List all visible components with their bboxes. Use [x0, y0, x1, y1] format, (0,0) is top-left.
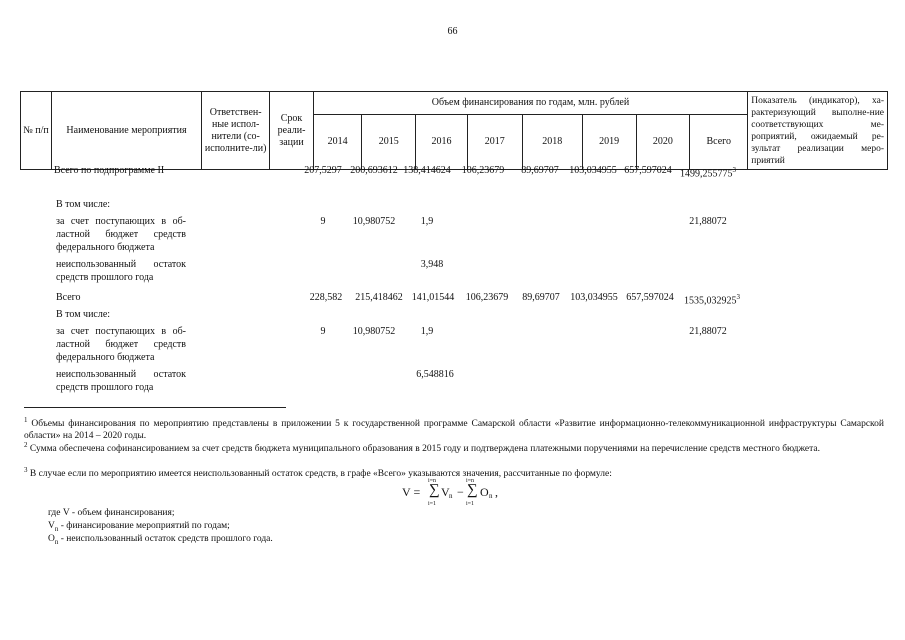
formula-sub: n — [449, 492, 453, 500]
col-term-header: Срок реали-зации — [270, 92, 313, 170]
formula-lhs: V = — [402, 485, 421, 499]
year-header: 2020 — [636, 115, 690, 170]
row-including-label: В том числе: — [56, 309, 111, 320]
total-cell: 21,88072 — [689, 326, 727, 337]
footnote-separator — [24, 407, 286, 408]
col-funding-header: Объем финансирования по годам, млн. рублей — [313, 92, 748, 115]
formula-term-v: V — [441, 485, 450, 499]
row-federal-label: за счет поступающих в об-ластной бюджет средств федерального бюджета — [56, 326, 186, 363]
formula — [402, 478, 512, 508]
value-cell: 228,582 — [309, 292, 343, 303]
value-cell: 9 — [320, 216, 326, 227]
value-cell: 138,414624 — [403, 165, 451, 176]
value-cell: 657,597024 — [626, 292, 674, 303]
row-total-label: Всего — [56, 292, 81, 303]
row-including-label: В том числе: — [56, 199, 111, 210]
col-number-header: № п/п — [21, 92, 52, 170]
where-line-1 — [48, 507, 548, 519]
footnote-2 — [24, 439, 884, 455]
value-cell: 10,980752 — [352, 326, 396, 337]
value-cell: 89,69707 — [521, 165, 559, 176]
symbol: O — [48, 534, 55, 544]
definition: - финансирование мероприятий по годам; — [58, 521, 230, 531]
value-cell: 1,9 — [420, 326, 434, 337]
col-responsible-header: Ответствен-ные испол-нители (со-исполните-ли) — [202, 92, 270, 170]
value-cell: 207,5297 — [304, 165, 342, 176]
where-line-3 — [48, 533, 548, 548]
year-header: 2018 — [522, 115, 582, 170]
formula-term-o: O — [480, 485, 489, 499]
value-cell: 9 — [320, 326, 326, 337]
formula-sub: n — [489, 492, 493, 500]
col-indicator-header: Показатель (индикатор), ха-рактеризующий выполне-ние соответствующих ме-роприятий, ожидаемый ре-зультат реализации меро-приятий — [748, 92, 888, 170]
value-cell: 141,01544 — [411, 292, 455, 303]
total-cell — [680, 291, 744, 307]
value-cell: 106,23679 — [461, 165, 505, 176]
definition: - объем финансирования; — [69, 508, 175, 518]
sum-upper-limit: i=n — [466, 478, 475, 484]
sum-lower-limit: i=1 — [466, 501, 475, 507]
page-number: 66 — [447, 26, 458, 37]
value-cell: 215,418462 — [355, 292, 403, 303]
value-cell: 106,23679 — [465, 292, 509, 303]
formula-tail: , — [495, 485, 498, 499]
footnote-ref: 3 — [732, 166, 736, 174]
total-cell: 21,88072 — [689, 216, 727, 227]
year-header: 2016 — [416, 115, 468, 170]
value-cell: 89,69707 — [522, 292, 560, 303]
formula-minus: − — [457, 485, 464, 499]
footnote-text: Объемы финансирования по мероприятию представлены в приложении 5 к государственной программе Самарской области «Развитие информационно-телекоммуникационной инфраструктуры Самарской области» на 2014 – 2020 годы. — [24, 419, 885, 442]
footnote-text: В случае если по мероприятию имеется неиспользованный остаток средств, в графе «Всего» указываются значения, рассчитанные по формуле: — [29, 469, 612, 480]
total-header: Всего — [690, 115, 748, 170]
definition: - неиспользованный остаток средств прошлого года. — [58, 534, 273, 544]
footnote-mark: 2 — [24, 441, 28, 449]
year-header: 2017 — [467, 115, 522, 170]
total-value: 1535,032925 — [684, 295, 737, 307]
symbol-sub: n — [54, 537, 59, 546]
sum-symbol: ∑ — [429, 482, 440, 498]
year-header: 2015 — [362, 115, 416, 170]
value-cell: 3,948 — [420, 259, 444, 270]
row-unused-balance-label: неиспользованный остаток средств прошлого года — [56, 369, 186, 393]
footnote-text: Сумма обеспечена софинансированием за счет средств бюджета муниципального образования в 2015 году и подтверждена платежными поручениями на перечисление средств местного бюджета. — [29, 444, 820, 455]
year-header: 2014 — [313, 115, 362, 170]
symbol: где V — [48, 508, 70, 518]
col-name-header: Наименование мероприятия — [52, 92, 202, 170]
row-unused-balance-label: неиспользованный остаток средств прошлого года — [56, 259, 186, 283]
footnote-1 — [24, 414, 884, 442]
value-cell: 1,9 — [420, 216, 434, 227]
value-cell: 200,693612 — [350, 165, 398, 176]
symbol-sub: n — [54, 524, 59, 533]
value-cell: 657,597024 — [624, 165, 672, 176]
row-federal-label: за счет поступающих в об-ластной бюджет средств федерального бюджета — [56, 216, 186, 253]
value-cell: 103,034955 — [570, 292, 618, 303]
symbol: V — [48, 521, 55, 531]
footnote-mark: 3 — [24, 466, 28, 474]
sum-lower-limit: i=1 — [428, 501, 437, 507]
total-value: 1499,255775 — [680, 168, 733, 180]
year-header: 2019 — [582, 115, 636, 170]
value-cell: 10,980752 — [352, 216, 396, 227]
sum-upper-limit: i=n — [428, 478, 437, 484]
value-cell: 103,034955 — [569, 165, 617, 176]
footnote-ref: 3 — [736, 293, 740, 301]
row-subprogram-total-label: Всего по подпрограмме II — [54, 165, 165, 176]
footnote-mark: 1 — [24, 416, 28, 424]
total-cell — [676, 164, 740, 180]
value-cell: 6,548816 — [416, 369, 454, 380]
sum-symbol: ∑ — [467, 482, 478, 498]
funding-table-header — [20, 91, 888, 170]
